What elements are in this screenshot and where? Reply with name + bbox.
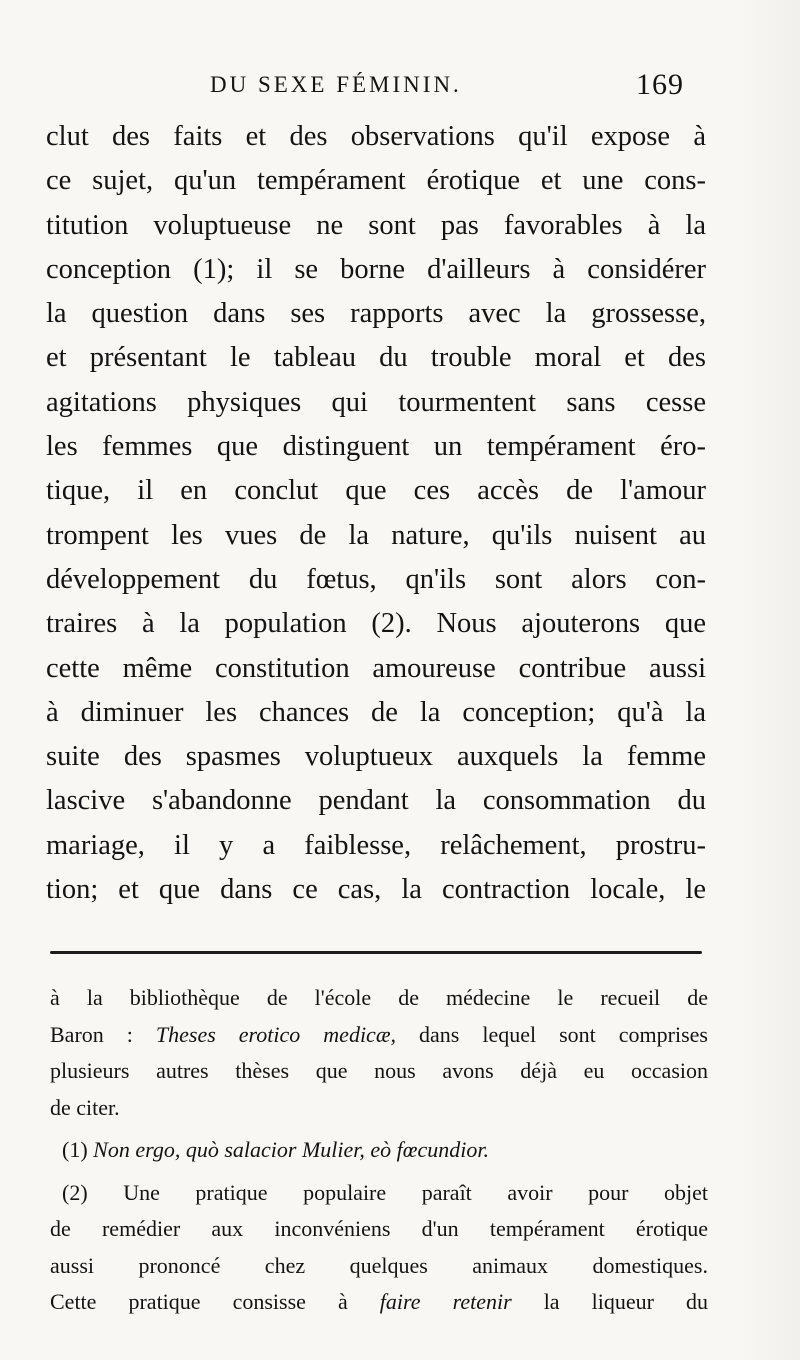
footnote-line: de citer.: [50, 1094, 120, 1120]
body-line: mariage, il y a faiblesse, relâchement, prostru-: [46, 829, 706, 861]
footnote-italic-text: Non ergo, quò salacior Mulier, eò fœcundior.: [93, 1137, 489, 1162]
footnote-line: plusieurs autres thèses que nous avons déjà eu occasion: [50, 1058, 708, 1083]
footnote-continuation: [50, 980, 708, 1126]
body-line: tion; et que dans ce cas, la contraction locale, le: [46, 874, 706, 906]
footnote-text: la liqueur du: [511, 1289, 708, 1314]
body-text: [46, 115, 706, 912]
body-line: traires à la population (2). Nous ajouterons que: [46, 608, 706, 640]
footnote-line: [50, 1017, 708, 1054]
body-line: développement du fœtus, qn'ils sont alors con-: [46, 563, 706, 595]
footnotes: [50, 980, 708, 1321]
footnote-text: Baron :: [50, 1021, 156, 1047]
page-edge-shading: [740, 0, 800, 1360]
body-line: cette même constitution amoureuse contribue aussi: [46, 652, 706, 684]
body-line: lascive s'abandonne pendant la consommation du: [46, 785, 706, 817]
body-line: la question dans ses rapports avec la grossesse,: [46, 298, 706, 330]
footnote-line: [50, 1132, 708, 1169]
body-line: conception (1); il se borne d'ailleurs à considérer: [46, 253, 706, 285]
body-line: clut des faits et des observations qu'il expose à: [46, 121, 706, 152]
body-line: trompent les vues de la nature, qu'ils nuisent au: [46, 519, 706, 551]
footnote-rule: [50, 951, 702, 954]
body-line: tique, il en conclut que ces accès de l'amour: [46, 475, 706, 507]
body-line: titution voluptueuse ne sont pas favorables à la: [46, 209, 706, 241]
body-line: les femmes que distinguent un tempérament éro-: [46, 431, 706, 463]
footnote-marker: (1): [62, 1137, 94, 1162]
body-line: et présentant le tableau du trouble moral et des: [46, 342, 706, 374]
footnote-line: aussi prononcé chez quelques animaux domestiques.: [50, 1252, 708, 1278]
footnote-line: [50, 1175, 708, 1212]
footnote-italic-title: Theses erotico medicæ,: [155, 1021, 396, 1047]
running-head-title: DU SEXE FÉMININ.: [210, 72, 462, 97]
footnote-line: de remédier aux inconvéniens d'un tempérament érotique: [50, 1216, 708, 1241]
footnote-text: Cette pratique consisse à: [50, 1289, 380, 1314]
body-line: suite des spasmes voluptueux auxquels la femme: [46, 741, 706, 773]
footnote-marker: (2): [62, 1179, 124, 1205]
footnote-1: [50, 1132, 708, 1169]
body-line: agitations physiques qui tourmentent sans cesse: [46, 386, 706, 418]
footnote-2: [50, 1175, 708, 1321]
footnote-line: à la bibliothèque de l'école de médecine le recueil de: [50, 985, 708, 1010]
running-head: [0, 68, 800, 108]
footnote-italic-text: faire retenir: [379, 1289, 512, 1314]
page-number: 169: [636, 68, 684, 101]
footnote-line: [50, 1284, 708, 1321]
footnote-text: dans lequel sont comprises: [396, 1021, 708, 1047]
body-line: à diminuer les chances de la conception; qu'à la: [46, 696, 706, 728]
body-line: ce sujet, qu'un tempérament érotique et une cons-: [46, 165, 706, 197]
footnote-text: Une pratique populaire paraît avoir pour objet: [123, 1179, 708, 1205]
